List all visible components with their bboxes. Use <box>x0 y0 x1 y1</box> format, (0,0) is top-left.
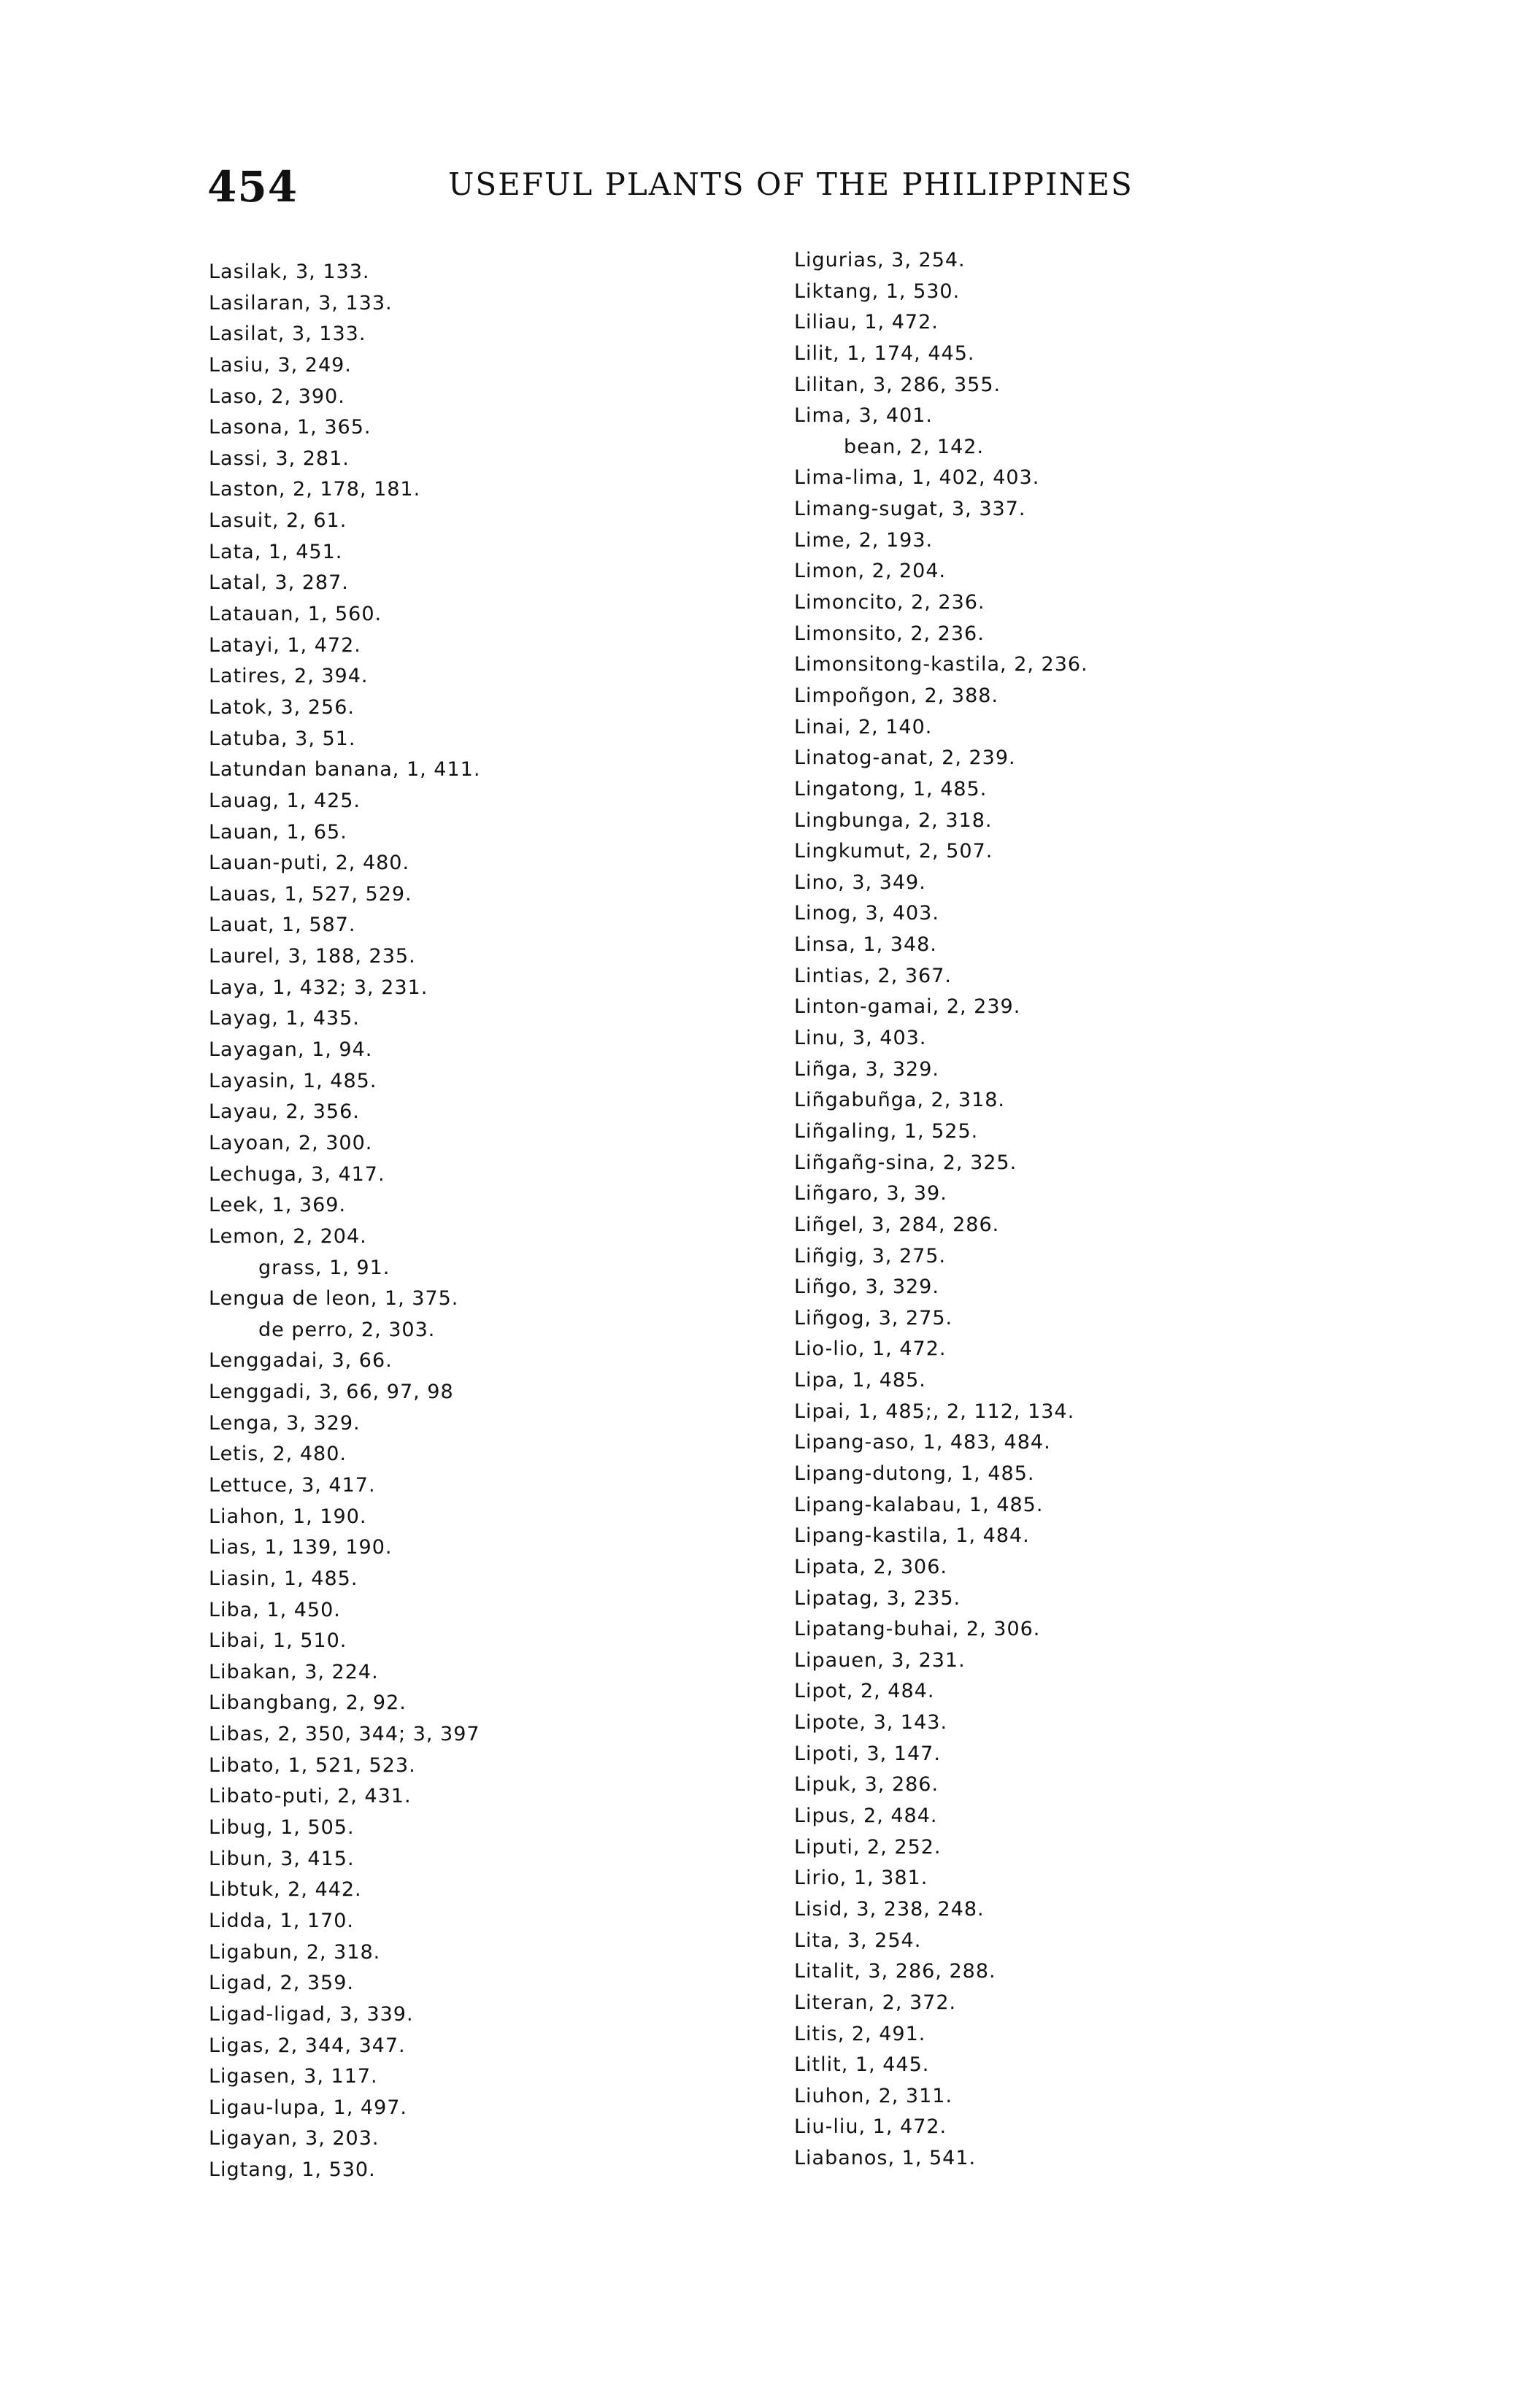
index-entry: Ligurias, 3, 254. <box>794 249 966 271</box>
index-entry: Liñga, 3, 329. <box>794 1057 939 1081</box>
index-entry: Liñgabuñga, 2, 318. <box>794 1089 1006 1112</box>
index-entry: Lauan-puti, 2, 480. <box>209 852 410 875</box>
index-entry: Lipa, 1, 485. <box>794 1369 926 1392</box>
index-entry: Lingbunga, 2, 318. <box>794 809 993 832</box>
index-entry: Liñgañg-sina, 2, 325. <box>794 1151 1017 1174</box>
index-entry: Ligad-ligad, 3, 339. <box>209 2002 414 2026</box>
index-subentry: grass, 1, 91. <box>258 1256 390 1279</box>
index-entry: Lipoti, 3, 147. <box>794 1742 941 1765</box>
index-entry: Limon, 2, 204. <box>794 560 947 583</box>
index-entry: Ligayan, 3, 203. <box>209 2127 380 2150</box>
index-entry: Liliau, 1, 472. <box>794 311 939 334</box>
index-entry: Ligasen, 3, 117. <box>209 2065 378 2088</box>
index-entry: Limoncito, 2, 236. <box>794 591 985 614</box>
index-entry: Lino, 3, 349. <box>794 871 926 894</box>
index-entry: Lima, 3, 401. <box>794 404 934 428</box>
index-entry: Libtuk, 2, 442. <box>209 1878 362 1902</box>
index-entry: Lipang-kalabau, 1, 485. <box>794 1493 1044 1516</box>
index-entry: Libug, 1, 505. <box>209 1816 355 1840</box>
index-entry: Layau, 2, 356. <box>209 1100 360 1124</box>
index-entry: Lipai, 1, 485;, 2, 112, 134. <box>794 1400 1075 1423</box>
index-entry: Liktang, 1, 530. <box>794 279 961 303</box>
index-entry: Linu, 3, 403. <box>794 1027 927 1050</box>
index-entry: Lime, 2, 193. <box>794 528 934 552</box>
index-entry: Lingatong, 1, 485. <box>794 777 988 800</box>
index-entry: Lasuit, 2, 61. <box>209 509 347 533</box>
index-entry: Latires, 2, 394. <box>209 665 369 688</box>
index-entry: Lauas, 1, 527, 529. <box>209 882 412 906</box>
index-entry: Lassi, 3, 281. <box>209 447 350 470</box>
index-entry: Lirio, 1, 381. <box>794 1867 928 1890</box>
index-entry: Latok, 3, 256. <box>209 695 355 719</box>
index-entry: Lenggadai, 3, 66. <box>209 1349 393 1373</box>
page-number: 454 <box>207 162 299 212</box>
index-entry: Ligau-lupa, 1, 497. <box>209 2096 408 2119</box>
index-entry: Lechuga, 3, 417. <box>209 1162 385 1186</box>
index-entry: Lilit, 1, 174, 445. <box>794 341 975 365</box>
index-entry: Laston, 2, 178, 181. <box>209 478 421 501</box>
index-entry: Libangbang, 2, 92. <box>209 1691 407 1715</box>
index-entry: Linai, 2, 140. <box>794 715 933 738</box>
index-entry: Lasilat, 3, 133. <box>209 323 366 346</box>
index-entry: Liabanos, 1, 541. <box>794 2147 977 2170</box>
index-entry: Lipang-dutong, 1, 485. <box>794 1462 1035 1485</box>
index-entry: Lasilak, 3, 133. <box>209 261 370 283</box>
index-entry: Lemon, 2, 204. <box>209 1224 367 1248</box>
index-entry: Libas, 2, 350, 344; 3, 397 <box>209 1723 480 1746</box>
index-entry: Lauan, 1, 65. <box>209 820 347 844</box>
index-entry: Linog, 3, 403. <box>794 902 939 925</box>
index-entry: Lipatag, 3, 235. <box>794 1586 961 1610</box>
index-entry: Lata, 1, 451. <box>209 540 343 563</box>
index-entry: Laya, 1, 432; 3, 231. <box>209 976 428 999</box>
index-entry: Lipus, 2, 484. <box>794 1805 938 1828</box>
index-entry: Liñgo, 3, 329. <box>794 1276 939 1299</box>
index-entry: Limang-sugat, 3, 337. <box>794 498 1026 521</box>
index-entry: Libai, 1, 510. <box>209 1629 347 1653</box>
index-entry: Latauan, 1, 560. <box>209 603 382 626</box>
index-entry: Lipote, 3, 143. <box>794 1711 948 1734</box>
index-entry: Lima-lima, 1, 402, 403. <box>794 466 1040 490</box>
index-entry: Ligabun, 2, 318. <box>209 1940 381 1964</box>
index-entry: Layagan, 1, 94. <box>209 1038 373 1062</box>
index-entry: Lilitan, 3, 286, 355. <box>794 373 1001 396</box>
index-entry: Linton-gamai, 2, 239. <box>794 995 1021 1019</box>
index-entry: Lengua de leon, 1, 375. <box>209 1287 459 1311</box>
index-entry: Lasona, 1, 365. <box>209 416 372 439</box>
index-entry: Liñgig, 3, 275. <box>794 1244 947 1267</box>
index-entry: Libun, 3, 415. <box>209 1847 355 1870</box>
index-entry: Liñgaling, 1, 525. <box>794 1119 979 1143</box>
index-entry: Latal, 3, 287. <box>209 571 349 595</box>
index-entry: Lipauen, 3, 231. <box>794 1648 966 1672</box>
index-entry: Litis, 2, 491. <box>794 2022 926 2045</box>
index-entry: Litalit, 3, 286, 288. <box>794 1960 996 1983</box>
index-entry: Letis, 2, 480. <box>209 1443 347 1466</box>
index-entry: Lipang-aso, 1, 483, 484. <box>794 1431 1051 1454</box>
index-entry: Lipang-kastila, 1, 484. <box>794 1524 1030 1548</box>
index-entry: Lasilaran, 3, 133. <box>209 291 393 314</box>
index-entry: Laso, 2, 390. <box>209 385 345 408</box>
index-entry: Latundan banana, 1, 411. <box>209 758 481 782</box>
index-entry: Laurel, 3, 188, 235. <box>209 945 416 968</box>
index-entry: Linatog-anat, 2, 239. <box>794 746 1016 770</box>
index-entry: Libato-puti, 2, 431. <box>209 1785 412 1808</box>
index-entry: Liuhon, 2, 311. <box>794 2084 953 2107</box>
index-entry: Layasin, 1, 485. <box>209 1069 377 1092</box>
index-entry: Layag, 1, 435. <box>209 1007 360 1030</box>
index-subentry: bean, 2, 142. <box>844 435 985 458</box>
index-entry: Lio-lio, 1, 472. <box>794 1338 947 1361</box>
index-entry: Lintias, 2, 367. <box>794 964 952 987</box>
index-entry: Linsa, 1, 348. <box>794 933 937 957</box>
index-column-right <box>794 245 1451 2174</box>
index-column-left <box>209 257 763 2186</box>
index-entry: Liñgel, 3, 284, 286. <box>794 1213 1000 1236</box>
index-entry: Lipatang-buhai, 2, 306. <box>794 1618 1041 1641</box>
index-entry: Lasiu, 3, 249. <box>209 353 352 377</box>
index-entry: Lita, 3, 254. <box>794 1929 922 1952</box>
index-entry: Ligtang, 1, 530. <box>209 2158 376 2182</box>
index-entry: Latuba, 3, 51. <box>209 727 356 750</box>
index-entry: Limonsito, 2, 236. <box>794 622 985 645</box>
index-entry: Lipot, 2, 484. <box>794 1680 935 1703</box>
index-entry: Lipata, 2, 306. <box>794 1555 947 1578</box>
index-entry: Ligad, 2, 359. <box>209 1972 354 1995</box>
index-entry: Lauat, 1, 587. <box>209 914 356 937</box>
index-entry: Literan, 2, 372. <box>794 1991 957 2014</box>
index-entry: Lauag, 1, 425. <box>209 789 361 812</box>
index-entry: Layoan, 2, 300. <box>209 1131 373 1154</box>
index-entry: Lenggadi, 3, 66, 97, 98 <box>209 1381 454 1404</box>
index-entry: Liahon, 1, 190. <box>209 1505 367 1528</box>
index-entry: Limpoñgon, 2, 388. <box>794 684 999 707</box>
index-entry: Libato, 1, 521, 523. <box>209 1753 416 1777</box>
index-entry: Liñgaro, 3, 39. <box>794 1182 947 1205</box>
index-entry: Lingkumut, 2, 507. <box>794 840 993 863</box>
index-entry: Liu-liu, 1, 472. <box>794 2115 947 2139</box>
index-entry: Lipuk, 3, 286. <box>794 1773 939 1797</box>
index-entry: Liba, 1, 450. <box>209 1598 341 1621</box>
index-entry: Lettuce, 3, 417. <box>209 1473 376 1497</box>
index-subentry: de perro, 2, 303. <box>258 1318 436 1341</box>
index-entry: Lenga, 3, 329. <box>209 1411 361 1435</box>
index-entry: Litlit, 1, 445. <box>794 2053 930 2077</box>
index-entry: Limonsitong-kastila, 2, 236. <box>794 653 1088 676</box>
index-entry: Liputi, 2, 252. <box>794 1835 942 1859</box>
index-entry: Liasin, 1, 485. <box>209 1567 358 1590</box>
index-entry: Liñgog, 3, 275. <box>794 1306 953 1330</box>
index-entry: Lisid, 3, 238, 248. <box>794 1897 985 1921</box>
index-entry: Latayi, 1, 472. <box>209 633 361 657</box>
running-head: USEFUL PLANTS OF THE PHILIPPINES <box>448 166 1134 202</box>
index-entry: Leek, 1, 369. <box>209 1194 347 1217</box>
index-entry: Lidda, 1, 170. <box>209 1909 354 1932</box>
index-entry: Libakan, 3, 224. <box>209 1660 379 1683</box>
index-entry: Lias, 1, 139, 190. <box>209 1536 393 1559</box>
index-entry: Ligas, 2, 344, 347. <box>209 2034 406 2057</box>
